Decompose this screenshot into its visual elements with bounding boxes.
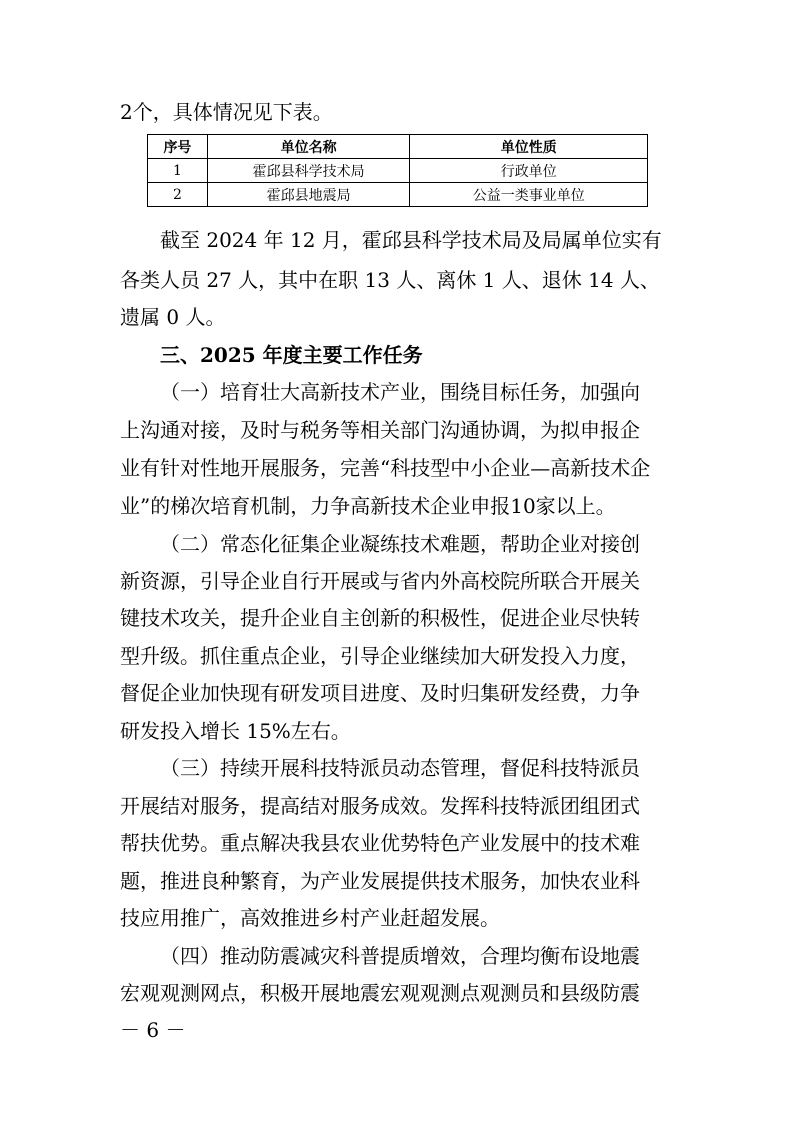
task4-line: 宏观观测网点，积极开展地震宏观观测点观测员和县级防震	[120, 981, 640, 1005]
cell-unit-type: 公益一类事业单位	[410, 183, 648, 207]
staff-text-line: 截至 2024 年 12 月，霍邱县科学技术局及局属单位实有	[160, 228, 662, 252]
task4-line: （四）推动防震减灾科普提质增效，合理均衡布设地震	[160, 944, 640, 968]
cell-index: 2	[148, 183, 208, 207]
table-row	[148, 183, 648, 207]
task3-line: 技应用推广，高效推进乡村产业赶超发展。	[120, 906, 500, 930]
table-header-row	[148, 135, 648, 159]
header-unit-name: 单位名称	[207, 135, 410, 159]
task1-line: （一）培育壮大高新技术产业，围绕目标任务，加强向	[160, 380, 640, 404]
task1-line: 业有针对性地开展服务，完善“科技型中小企业—高新技术企	[120, 456, 651, 480]
page-number: － 6 －	[120, 1018, 186, 1042]
unit-table	[147, 134, 648, 207]
task3-line: （三）持续开展科技特派员动态管理，督促科技特派员	[160, 756, 640, 780]
table-row	[148, 159, 648, 183]
task3-line: 帮扶优势。重点解决我县农业优势特色产业发展中的技术难	[120, 831, 640, 855]
staff-text-line: 各类人员 27 人，其中在职 13 人、离休 1 人、退休 14 人、	[120, 268, 660, 292]
task2-line: （二）常态化征集企业凝练技术难题，帮助企业对接创	[160, 532, 640, 556]
intro-line: 2个，具体情况见下表。	[120, 100, 333, 124]
cell-unit-type: 行政单位	[410, 159, 648, 183]
task3-line: 题，推进良种繁育，为产业发展提供技术服务，加快农业科	[120, 869, 640, 893]
task3-line: 开展结对服务，提高结对服务成效。发挥科技特派团组团式	[120, 794, 640, 818]
task2-line: 型升级。抓住重点企业，引导企业继续加大研发投入力度，	[120, 644, 640, 668]
task2-line: 新资源，引导企业自行开展或与省内外高校院所联合开展关	[120, 569, 640, 593]
section-heading: 三、2025 年度主要工作任务	[160, 343, 423, 367]
cell-index: 1	[148, 159, 208, 183]
task1-line: 业”的梯次培育机制，力争高新技术企业申报10家以上。	[120, 494, 616, 518]
task1-line: 上沟通对接，及时与税务等相关部门沟通协调，为拟申报企	[120, 418, 640, 442]
header-index: 序号	[148, 135, 208, 159]
cell-unit-name: 霍邱县地震局	[207, 183, 410, 207]
header-unit-type: 单位性质	[410, 135, 648, 159]
cell-unit-name: 霍邱县科学技术局	[207, 159, 410, 183]
staff-text-line: 遗属 0 人。	[120, 305, 226, 329]
task2-line: 研发投入增长 15%左右。	[120, 719, 351, 743]
task2-line: 键技术攻关，提升企业自主创新的积极性，促进企业尽快转	[120, 606, 640, 630]
task2-line: 督促企业加快现有研发项目进度、及时归集研发经费，力争	[120, 681, 640, 705]
